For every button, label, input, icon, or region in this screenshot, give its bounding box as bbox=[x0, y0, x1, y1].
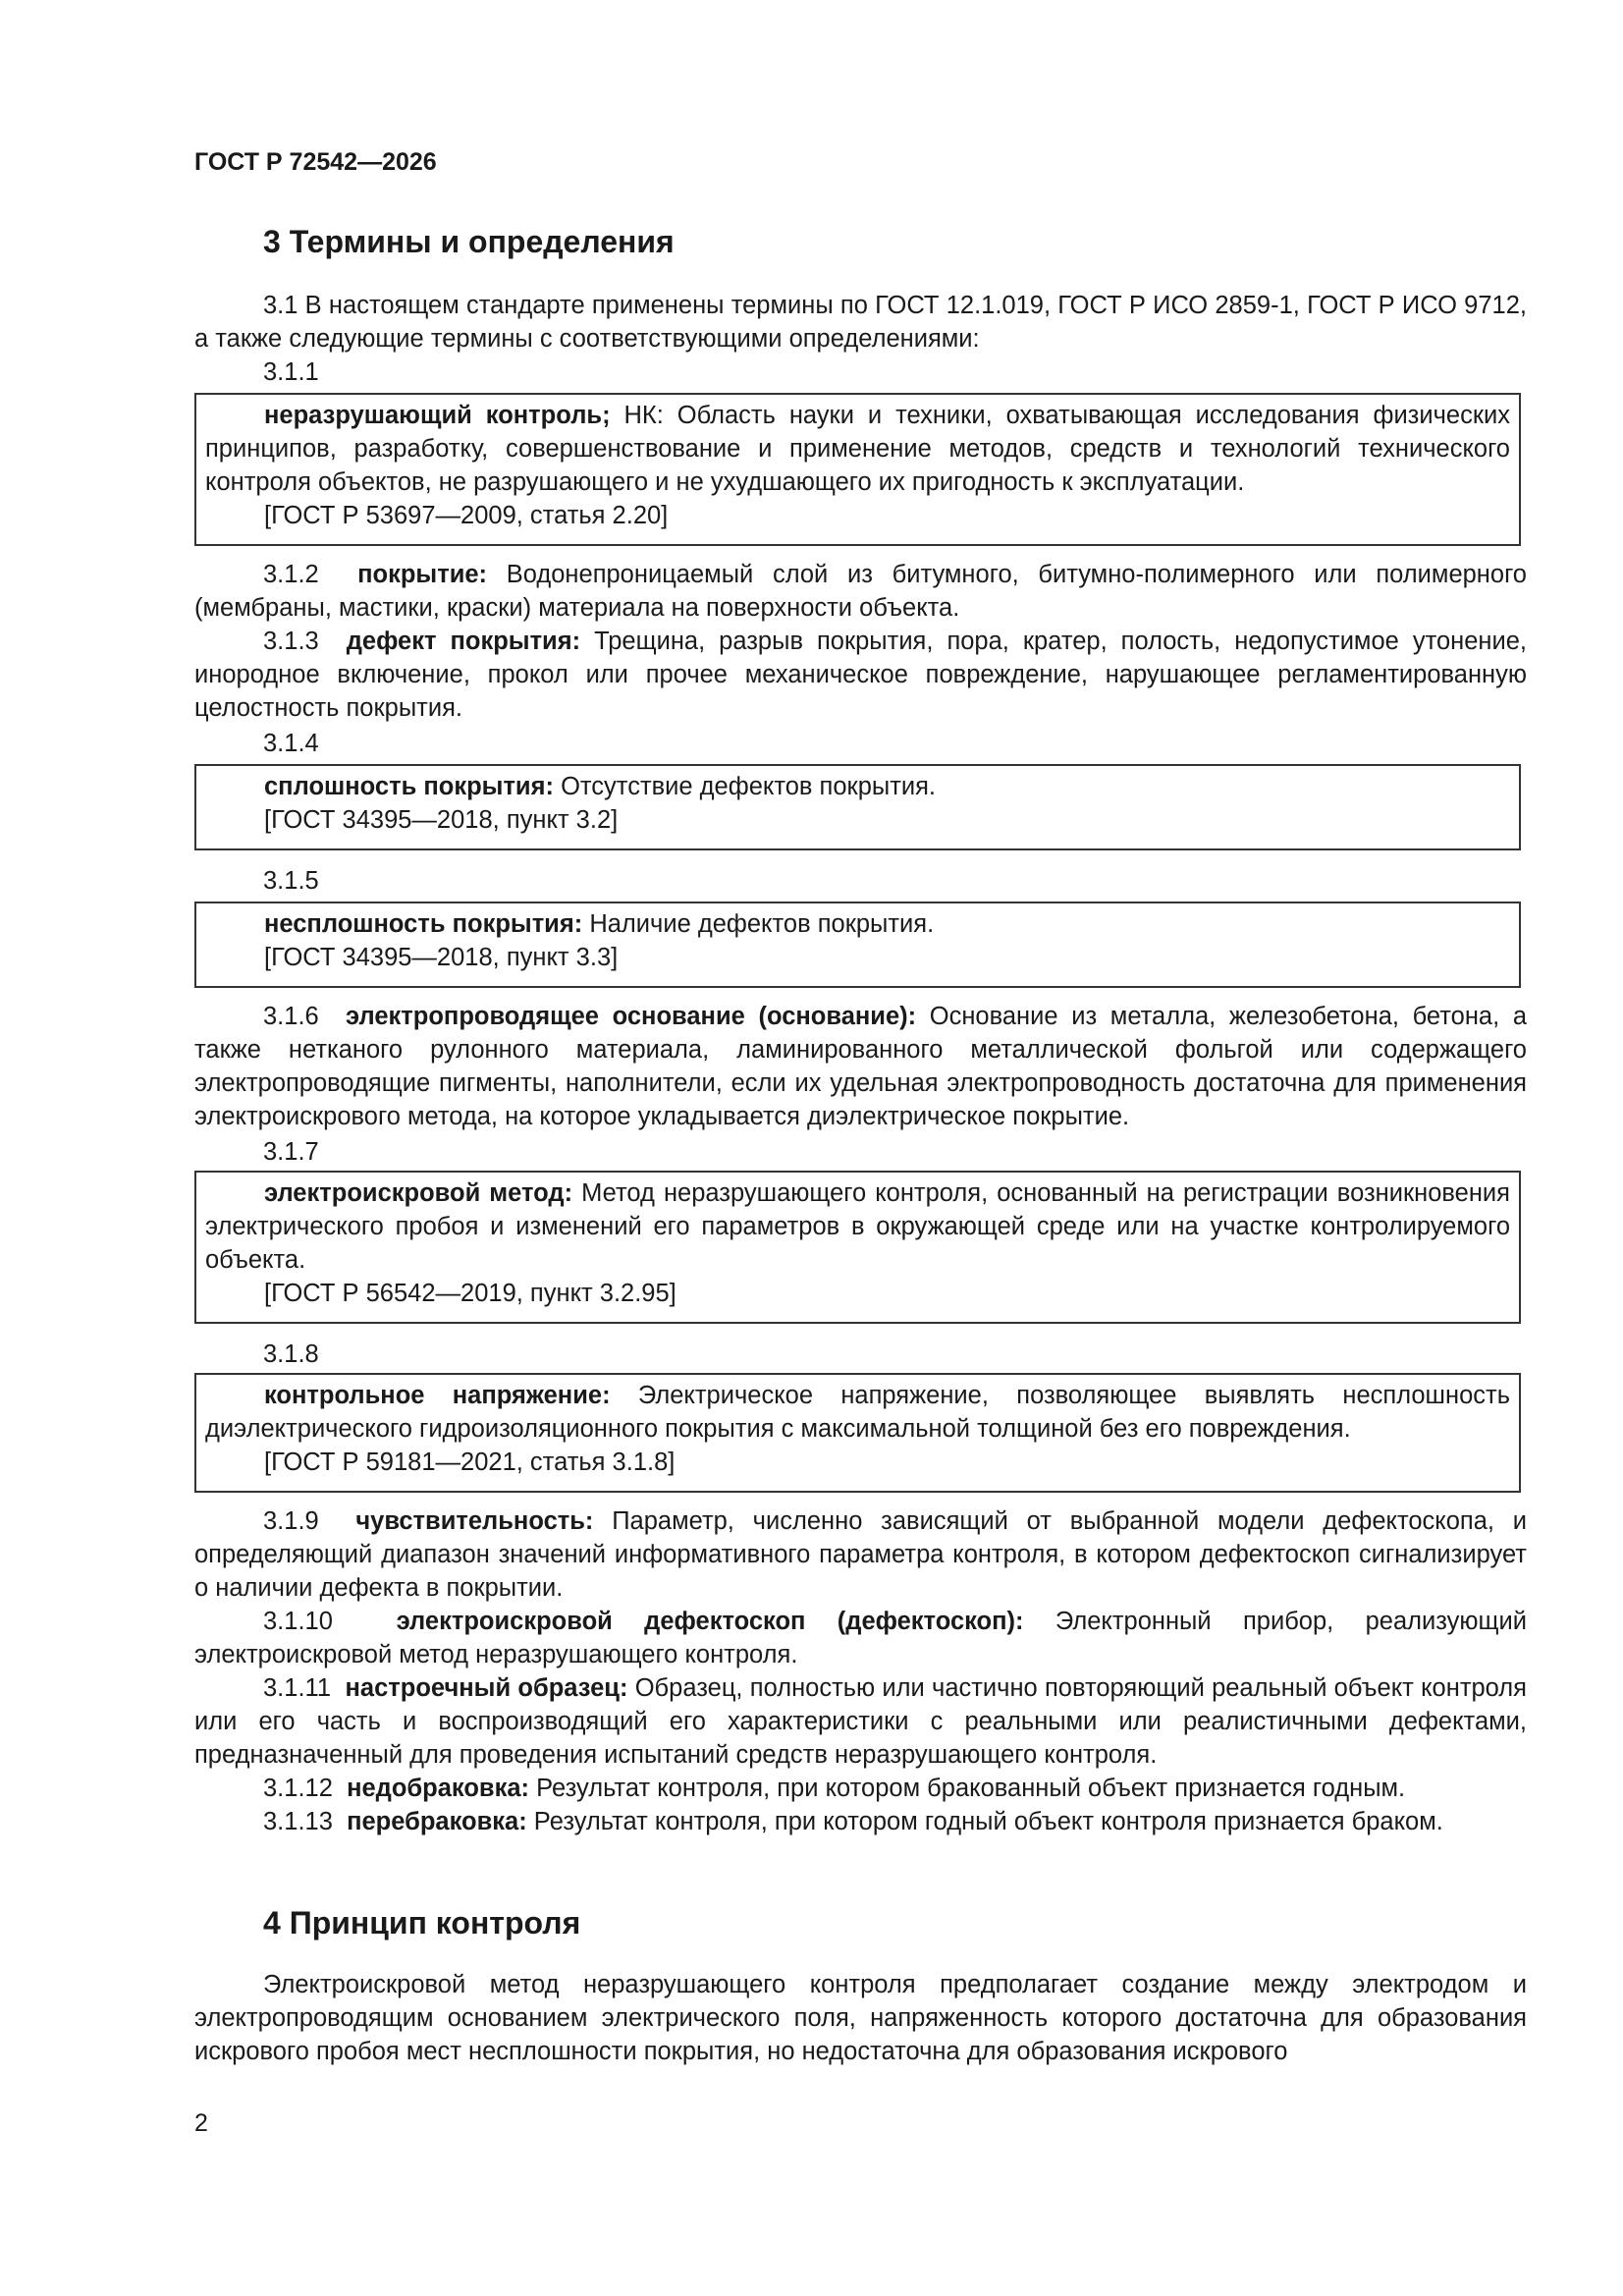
term-number-3-1-1: 3.1.1 bbox=[263, 358, 319, 386]
term-3-1-13: 3.1.13 перебраковка: Результат контроля, при котором годный объект контроля признается браком. bbox=[263, 1808, 1443, 1835]
term-definition-3-1-7 bbox=[205, 1176, 1510, 1277]
term-3-1-10: 3.1.10 электроискровой дефектоскоп (дефектоскоп): Электронный прибор, реализующий электроискровой метод неразрушающего контроля. bbox=[194, 1608, 1527, 1668]
term-3-1-11: 3.1.11 настроечный образец: Образец, полностью или частично повторяющий реальный объект контроля или его часть и воспроизводящий его характеристики с реальными или реалистичными дефектами, предназначенный для проведения испытаний средств неразрушающего контроля. bbox=[194, 1674, 1527, 1769]
term-number-3-1-5: 3.1.5 bbox=[263, 867, 319, 895]
term-3-1-6: 3.1.6 электропроводящее основание (основание): Основание из металла, железобетона, бетона, а также нетканого рулонного материала, ламинированного металлической фольгой или содержащего электропроводящие пигменты, наполнители, если их удельная электропроводность достаточна для применения электроискрового метода, на которое укладывается диэлектрическое покрытие. bbox=[194, 1003, 1527, 1130]
term-name: сплошность покрытия: bbox=[264, 773, 554, 800]
term-box-3-1-1 bbox=[194, 393, 1521, 546]
term-3-1-9: 3.1.9 чувствительность: Параметр, численно зависящий от выбранной модели дефектоскопа, и определяющий диапазон значений информативного параметра контроля, в котором дефектоскоп сигнализирует о наличии дефекта в покрытии. bbox=[194, 1507, 1528, 1602]
term-definition-3-1-5 bbox=[205, 907, 1510, 941]
term-text: Метод неразрушающего контроля, основанный на регистрации возникновения электрического пробоя и изменений его параметров в окружающей среде или на участке контролируемого объекта. bbox=[205, 1179, 1510, 1274]
term-box-3-1-8 bbox=[194, 1373, 1521, 1493]
term-text: НК: Область науки и техники, охватывающая исследования физических принципов, разработку, совершенствование и применение методов, средств и технологий технического контроля объектов, не разрушающего и не ухудшающего их пригодность к эксплуатации. bbox=[205, 402, 1510, 496]
term-text: Отсутствие дефектов покрытия. bbox=[553, 773, 937, 800]
term-text: Наличие дефектов покрытия. bbox=[582, 910, 935, 938]
term-source-3-1-4: [ГОСТ 34395—2018, пункт 3.2] bbox=[264, 806, 619, 834]
term-text: Образец, полностью или частично повторяющий реальный объект контроля или его часть и воспроизводящий его характеристики с реальными или реалистичными дефектами, предназначенный для проведения испытаний средств неразрушающего контроля. bbox=[194, 1674, 1527, 1769]
term-name: чувствительность: bbox=[355, 1507, 594, 1535]
term-name: покрытие: bbox=[357, 561, 488, 588]
term-name: несплошность покрытия: bbox=[264, 910, 583, 938]
document-header: ГОСТ Р 72542—2026 bbox=[194, 148, 437, 176]
term-text: Трещина, разрыв покрытия, пора, кратер, полость, недопустимое утонение, инородное включение, прокол или прочее механическое повреждение, нарушающее регламентированную целостность покрытия. bbox=[194, 628, 1527, 722]
section-3-title: 3 Термины и определения bbox=[263, 224, 675, 259]
term-text: Электронный прибор, реализующий электроискровой метод неразрушающего контроля. bbox=[194, 1608, 1527, 1668]
term-box-3-1-5 bbox=[194, 902, 1521, 988]
term-definition-3-1-8 bbox=[205, 1379, 1510, 1446]
term-number-3-1-4: 3.1.4 bbox=[263, 730, 319, 757]
term-name: электроискровой метод: bbox=[264, 1179, 573, 1207]
term-source-3-1-7: [ГОСТ Р 56542—2019, пункт 3.2.95] bbox=[264, 1280, 676, 1307]
term-text: Результат контроля, при котором годный объект контроля признается браком. bbox=[526, 1808, 1443, 1835]
term-name: контрольное напряжение: bbox=[264, 1382, 611, 1409]
term-box-3-1-4 bbox=[194, 764, 1521, 850]
term-definition-3-1-1 bbox=[205, 399, 1510, 499]
term-box-3-1-7 bbox=[194, 1171, 1521, 1324]
term-definition-3-1-4 bbox=[205, 770, 1510, 803]
term-name: электропроводящее основание (основание): bbox=[346, 1003, 917, 1030]
term-name: электроискровой дефектоскоп (дефектоскоп): bbox=[396, 1608, 1024, 1635]
term-text: Основание из металла, железобетона, бетона, а также нетканого рулонного материала, ламинированного металлической фольгой или содержащего электропроводящие пигменты, наполнители, если их удельная электропроводность достаточна для применения электроискрового метода, на которое укладывается диэлектрическое покрытие. bbox=[194, 1003, 1527, 1130]
term-source-3-1-8: [ГОСТ Р 59181—2021, статья 3.1.8] bbox=[264, 1449, 676, 1476]
term-text: Водонепроницаемый слой из битумного, битумно-полимерного или полимерного (мембраны, мастики, краски) материала на поверхности объекта. bbox=[194, 561, 1527, 622]
term-3-1-3: 3.1.3 дефект покрытия: Трещина, разрыв покрытия, пора, кратер, полость, недопустимое утонение, инородное включение, прокол или прочее механическое повреждение, нарушающее регламентированную целостность покрытия. bbox=[194, 628, 1527, 722]
term-source-3-1-5: [ГОСТ 34395—2018, пункт 3.3] bbox=[264, 944, 619, 971]
term-text: Электрическое напряжение, позволяющее выявлять несплошность диэлектрического гидроизоляционного покрытия с максимальной толщиной без его повреждения. bbox=[205, 1382, 1510, 1443]
section-4-title: 4 Принцип контроля bbox=[263, 1905, 581, 1941]
term-number-3-1-8: 3.1.8 bbox=[263, 1340, 319, 1368]
term-text: Результат контроля, при котором бракованный объект признается годным. bbox=[529, 1775, 1406, 1802]
paragraph-3-1: 3.1 В настоящем стандарте применены термины по ГОСТ 12.1.019, ГОСТ Р ИСО 2859-1, ГОСТ Р ИСО 9712, а также следующие термины с соответствующими определениями: bbox=[194, 292, 1527, 353]
term-source-3-1-1: [ГОСТ Р 53697—2009, статья 2.20] bbox=[264, 502, 669, 529]
term-name: перебраковка: bbox=[347, 1808, 527, 1835]
term-3-1-12: 3.1.12 недобраковка: Результат контроля, при котором бракованный объект признается годным. bbox=[263, 1775, 1406, 1802]
term-3-1-2: 3.1.2 покрытие: Водонепроницаемый слой из битумного, битумно-полимерного или полимерного (мембраны, мастики, краски) материала на поверхности объекта. bbox=[194, 561, 1527, 622]
page-number: 2 bbox=[194, 2109, 208, 2137]
term-name: дефект покрытия: bbox=[346, 628, 581, 655]
term-name: недобраковка: bbox=[347, 1775, 530, 1802]
term-text: Параметр, численно зависящий от выбранной модели дефектоскопа, и определяющий диапазон значений информативного параметра контроля, в котором дефектоскоп сигнализирует о наличии дефекта в покрытии. bbox=[194, 1507, 1528, 1602]
term-name: неразрушающий контроль; bbox=[264, 402, 611, 429]
section-4-text: Электроискровой метод неразрушающего контроля предполагает создание между электродом и электропроводящим основанием электрического поля, напряженность которого достаточна для образования искрового пробоя мест несплошности покрытия, но недостаточна для образования искрового bbox=[194, 1971, 1527, 2065]
term-number-3-1-7: 3.1.7 bbox=[263, 1138, 319, 1166]
term-name: настроечный образец: bbox=[345, 1674, 628, 1702]
